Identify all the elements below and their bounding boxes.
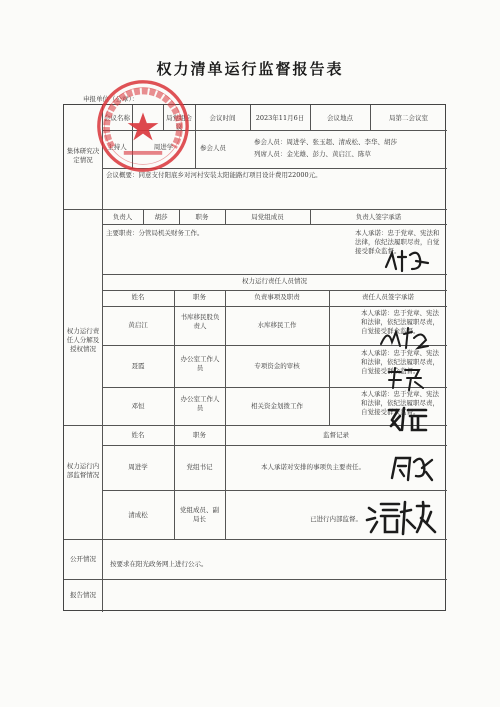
meeting-name-value: 局党组会议: [166, 114, 192, 131]
resp-name: 胡莎: [154, 213, 168, 221]
staff-duty: 专项资金的审核: [254, 362, 300, 370]
staff-name: 黄启江: [128, 321, 148, 329]
oversight-col-record: 监督记录: [323, 431, 349, 439]
signature-huang-qijiang: [378, 324, 432, 352]
signature-zhou-jinxue: [388, 452, 434, 484]
oversight-post: 党组成员、副局长: [180, 506, 219, 523]
staff-name: 邓恒: [131, 402, 145, 410]
staff-post: 办公室工作人员: [180, 395, 220, 412]
staff-pledge: 本人承诺：忠于党章、宪法和法律，依纪法履职尽责，自觉接受群众监督。: [361, 309, 439, 335]
oversight-col-name: 姓名: [131, 431, 145, 439]
host-label: 主持人: [107, 143, 127, 151]
participants-line2: 列席人员：金光雄、彭力、黄启江、陈草: [254, 150, 371, 158]
staff-duty: 相关资金划拨工作: [251, 402, 303, 410]
post-label: 职务: [195, 213, 209, 221]
unit-label: 申报单位（公章）：: [83, 95, 139, 103]
oversight-post: 党组书记: [186, 463, 213, 471]
staff-subtitle: 权力运行责任人员情况: [242, 277, 307, 285]
oversight-name: 清成松: [128, 511, 148, 519]
authority-section-label: 权力运行责任人分解及授权情况: [66, 327, 100, 353]
staff-col-name: 姓名: [131, 293, 145, 301]
public-value: 按要求在阳光政务网上进行公示。: [110, 560, 208, 568]
sign-header: 负责人签字承诺: [355, 213, 402, 221]
staff-post: 书库移民股负责人: [180, 313, 220, 330]
staff-duty: 水库移民工作: [257, 321, 297, 329]
resp-duties: 主要职责：分管局机关财务工作。: [106, 229, 204, 237]
public-label: 公开情况: [70, 555, 96, 563]
meeting-time-value: 2023年11月6日: [255, 114, 305, 122]
collective-section-label: 集体研究决定情况: [66, 147, 100, 164]
participants-line1: 参会人员：周进学、张玉超、清成松、李华、胡莎: [254, 138, 397, 146]
oversight-record: 已进行内部监督。: [310, 515, 362, 523]
meeting-place-label: 会议地点: [327, 114, 353, 122]
oversight-name: 周进学: [128, 463, 148, 471]
post-value: 局党组成员: [251, 213, 284, 221]
staff-pledge: 本人承诺：忠于党章、宪法和法律，依纪法履职尽责，自觉接受群众监督。: [361, 390, 439, 416]
page-title: 权力清单运行监督报告表: [156, 60, 344, 78]
official-stamp: [95, 78, 191, 174]
meeting-time-label: 会议时间: [209, 114, 236, 122]
signature-hu-sha: [382, 245, 432, 275]
resp-pledge: 本人承诺：忠于党章、宪法和法律，依纪法履职尽责，自觉接受群众监督。: [355, 229, 440, 255]
participants-label: 参会人员: [200, 144, 226, 152]
staff-post: 办公室工作人员: [180, 355, 220, 372]
meeting-place-value: 局第二会议室: [389, 114, 428, 122]
staff-name: 聂霞: [131, 362, 145, 370]
report-label: 报告情况: [70, 591, 96, 599]
staff-col-sign: 责任人员签字承诺: [362, 293, 414, 301]
staff-pledge: 本人承诺：忠于党章、宪法和法律，依纪法履职尽责，自觉接受群众监督。: [361, 349, 439, 375]
staff-col-duty: 负责事项及职责: [254, 293, 300, 301]
oversight-record: 本人承诺对安排的事项负主要责任。: [261, 463, 365, 471]
signature-qing-chengsong: [365, 498, 439, 538]
oversight-section-label: 权力运行内部监督情况: [66, 462, 100, 479]
staff-col-post: 职务: [193, 293, 206, 301]
meeting-name-label: 会议名称: [104, 114, 130, 122]
host-value: 周进学: [153, 143, 174, 151]
resp-label: 负责人: [112, 213, 133, 221]
signature-nie-xia: [385, 364, 427, 392]
signature-deng-heng: [386, 404, 432, 434]
oversight-col-post: 职务: [193, 431, 206, 439]
meeting-summary: 会议概要：同意支付阳底乡对河村安装太阳能路灯项目设计费用22000元。: [106, 171, 322, 179]
